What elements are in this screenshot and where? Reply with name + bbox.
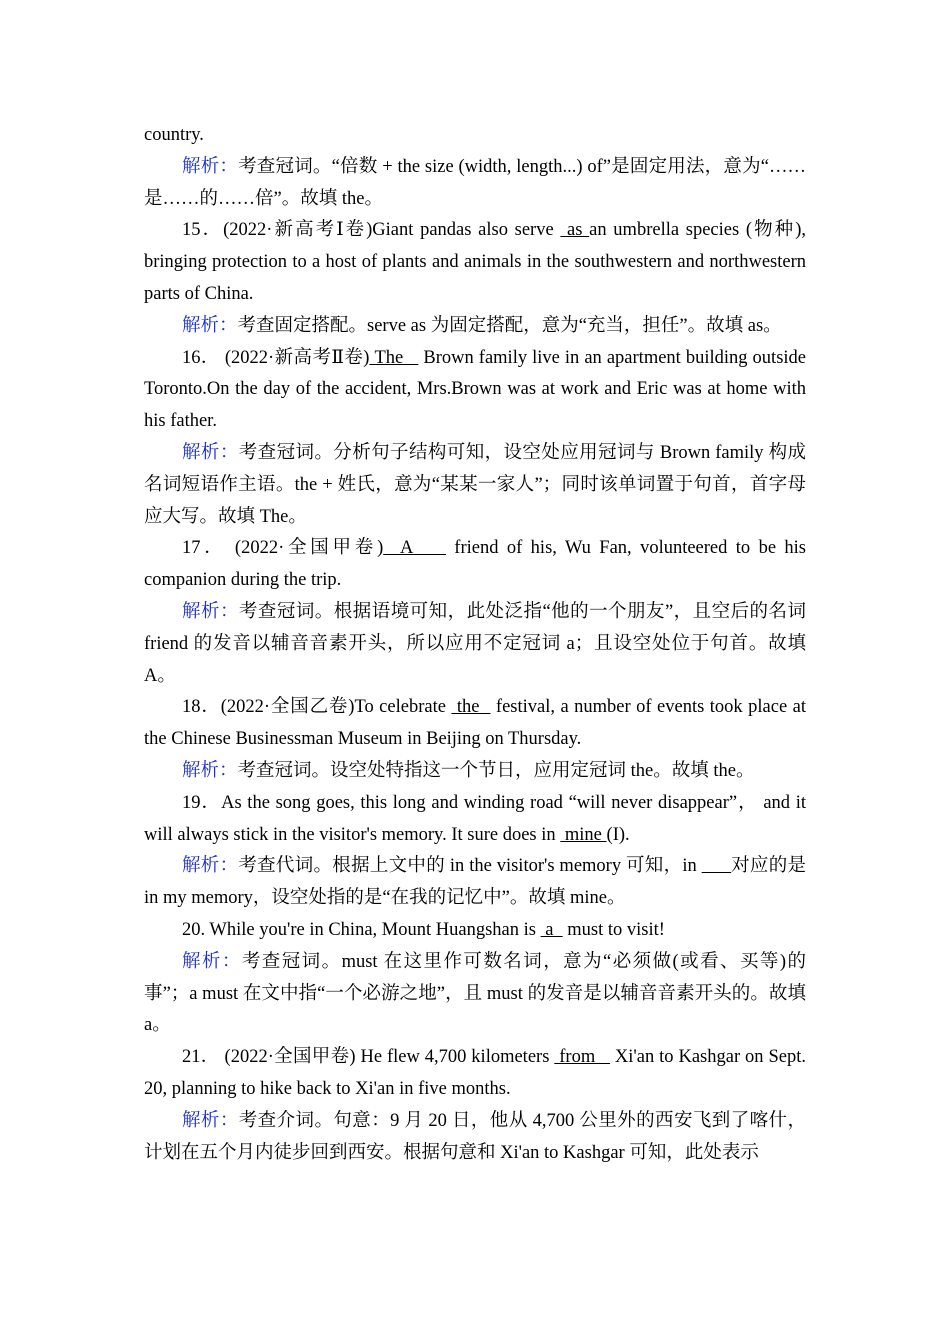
analysis-15: 解析：考查固定搭配。serve as 为固定搭配，意为“充当，担任”。故填 as。 <box>182 315 782 336</box>
analysis-16: 解析：考查冠词。分析句子结构可知，设空处应用冠词与 Brown family 构成名词短语作主语。the + 姓氏，意为“某某一家人”；同时该单词置于句首，首字母应大写。故填 The。 <box>144 442 806 527</box>
answer-blank: The <box>369 347 419 368</box>
answer-blank: A <box>383 538 446 559</box>
question-18: 18．(2022·全国乙卷)To celebrate the festival, a number of events took place at the Chinese Businessman Museum in Beijing on Thursday. <box>144 697 806 750</box>
analysis-20: 解析：考查冠词。must 在这里作可数名词，意为“必须做(或看、买等)的事”；a must 在文中指“一个必游之地”，且 must 的发音是以辅音音素开头的。故填 a。 <box>144 951 806 1036</box>
answer-blank: the <box>451 697 491 718</box>
analysis-label: 解析： <box>182 951 242 972</box>
analysis-21: 解析：考查介词。句意：9 月 20 日，他从 4,700 公里外的西安飞到了喀什，计划在五个月内徒步回到西安。根据句意和 Xi'an to Kashgar 可知，此处表示 <box>144 1110 806 1163</box>
question-21: 21． (2022·全国甲卷) He flew 4,700 kilometers from Xi'an to Kashgar on Sept. 20, planning to hike back to Xi'an in five months. <box>144 1047 806 1099</box>
paragraph-continuation: country. <box>144 125 204 145</box>
question-19: 19．As the song goes, this long and winding road “will never disappear”， and it will always stick in the visitor's memory. It sure does in mine (I). <box>144 792 806 845</box>
question-17: 17． (2022·全国甲卷) A friend of his, Wu Fan, volunteered to be his companion during the trip. <box>144 538 807 591</box>
analysis-14: 解析：考查冠词。“倍数 + the size (width, length...) of”是固定用法，意为“……是……的……倍”。故填 the。 <box>144 156 806 209</box>
answer-blank: as <box>560 220 590 241</box>
question-16: 16． (2022·新高考Ⅱ卷) The Brown family live in an apartment building outside Toronto.On the day of the accident, Mrs.Brown was at work and Eric was at home with his father. <box>144 347 806 432</box>
question-15: 15．(2022·新高考Ⅰ卷)Giant pandas also serve as an umbrella species (物种), bringing protection to a host of plants and animals in the southwestern and northwestern parts of China. <box>144 220 806 304</box>
analysis-label: 解析： <box>182 442 239 463</box>
analysis-label: 解析： <box>182 156 239 177</box>
analysis-label: 解析： <box>182 601 239 622</box>
answer-blank: mine <box>560 824 607 845</box>
answer-blank: a <box>540 919 563 940</box>
answer-blank <box>702 856 731 876</box>
question-20: 20. While you're in China, Mount Huangshan is a must to visit! <box>182 919 665 940</box>
analysis-19: 解析：考查代词。根据上文中的 in the visitor's memory 可知，in 对应的是 in my memory，设空处指的是“在我的记忆中”。故填 mine。 <box>144 856 806 909</box>
analysis-label: 解析： <box>182 760 238 781</box>
analysis-label: 解析： <box>182 1110 239 1131</box>
document-body <box>144 120 806 1169</box>
analysis-label: 解析： <box>182 315 238 336</box>
analysis-label: 解析： <box>182 856 239 877</box>
analysis-17: 解析：考查冠词。根据语境可知，此处泛指“他的一个朋友”，且空后的名词 friend 的发音以辅音音素开头，所以应用不定冠词 a；且设空处位于句首。故填 A。 <box>144 601 806 686</box>
answer-blank: from <box>554 1047 610 1068</box>
analysis-18: 解析：考查冠词。设空处特指这一个节日，应用定冠词 the。故填 the。 <box>182 760 755 781</box>
